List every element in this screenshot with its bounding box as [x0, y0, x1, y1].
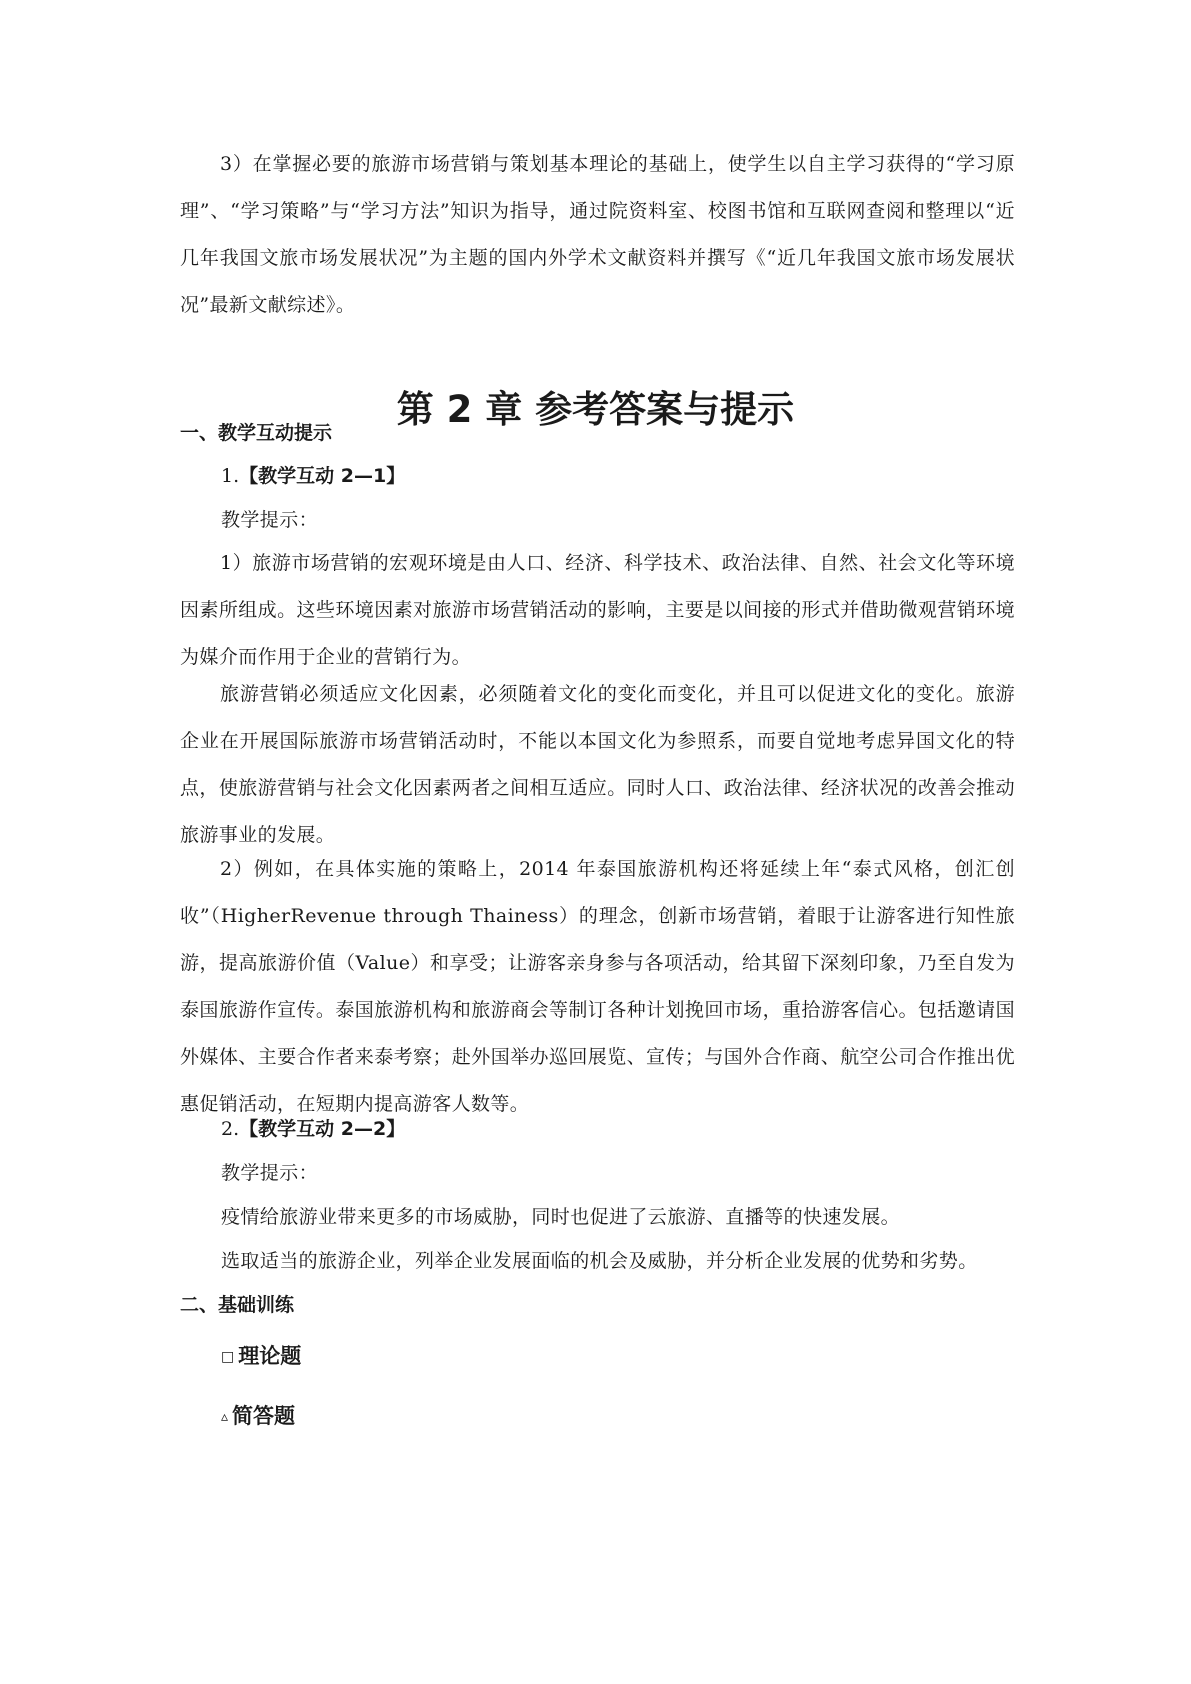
interaction-2-1-number: 1.	[221, 465, 240, 487]
square-bullet-icon: □	[221, 1349, 235, 1365]
section-heading-teaching-interaction: 一、教学互动提示	[180, 422, 333, 444]
interaction-2-2-paragraph-1: 疫情给旅游业带来更多的市场威胁，同时也促进了云旅游、直播等的快速发展。	[221, 1206, 901, 1228]
interaction-2-2-number: 2.	[221, 1118, 240, 1140]
chapter-title: 第 2 章 参考答案与提示	[396, 388, 795, 431]
interaction-2-1-hint-label: 教学提示：	[221, 509, 319, 531]
interaction-2-1-label: 【教学互动 2—1】	[239, 465, 406, 487]
interaction-2-1-paragraph-2: 旅游营销必须适应文化因素，必须随着文化的变化而变化，并且可以促进文化的变化。旅游企业在开展国际旅游市场营销活动时，不能以本国文化为参照系，而要自觉地考虑异国文化的特点，使旅游营销与社会文化因素两者之间相互适应。同时人口、政治法律、经济状况的改善会推动旅游事业的发展。	[180, 683, 1015, 846]
short-answer-heading	[221, 1400, 295, 1433]
theory-questions-heading	[221, 1340, 301, 1373]
section-heading-basic-training: 二、基础训练	[180, 1294, 295, 1316]
interaction-2-1-paragraph-1: 1）旅游市场营销的宏观环境是由人口、经济、科学技术、政治法律、自然、社会文化等环境因素所组成。这些环境因素对旅游市场营销活动的影响，主要是以间接的形式并借助微观营销环境为媒介而作用于企业的营销行为。	[180, 552, 1015, 668]
interaction-2-2-hint-label: 教学提示：	[221, 1162, 319, 1184]
theory-questions-label: 理论题	[238, 1344, 302, 1368]
interaction-2-2-heading	[221, 1114, 405, 1144]
intro-paragraph-3: 3）在掌握必要的旅游市场营销与策划基本理论的基础上，使学生以自主学习获得的“学习原理”、“学习策略”与“学习方法”知识为指导，通过院资料室、校图书馆和互联网查阅和整理以“近几年我国文旅市场发展状况”为主题的国内外学术文献资料并撰写《“近几年我国文旅市场发展状况”最新文献综述》。	[180, 153, 1015, 316]
triangle-bullet-icon: ▵	[221, 1409, 229, 1425]
short-answer-label: 简答题	[232, 1404, 296, 1428]
interaction-2-1-paragraph-3: 2）例如，在具体实施的策略上，2014 年泰国旅游机构还将延续上年“泰式风格，创汇创收”（HigherRevenue through Thainess）的理念，创新市场营销，着眼于让游客进行知性旅游，提高旅游价值（Value）和享受；让游客亲身参与各项活动，给其留下深刻印象，乃至自发为泰国旅游作宣传。泰国旅游机构和旅游商会等制订各种计划挽回市场，重拾游客信心。包括邀请国外媒体、主要合作者来泰考察；赴外国举办巡回展览、宣传；与国外合作商、航空公司合作推出优惠促销活动，在短期内提高游客人数等。	[180, 858, 1015, 1115]
interaction-2-1-heading	[221, 461, 405, 491]
interaction-2-2-label: 【教学互动 2—2】	[239, 1118, 406, 1140]
interaction-2-2-paragraph-2: 选取适当的旅游企业，列举企业发展面临的机会及威胁，并分析企业发展的优势和劣势。	[221, 1250, 978, 1272]
